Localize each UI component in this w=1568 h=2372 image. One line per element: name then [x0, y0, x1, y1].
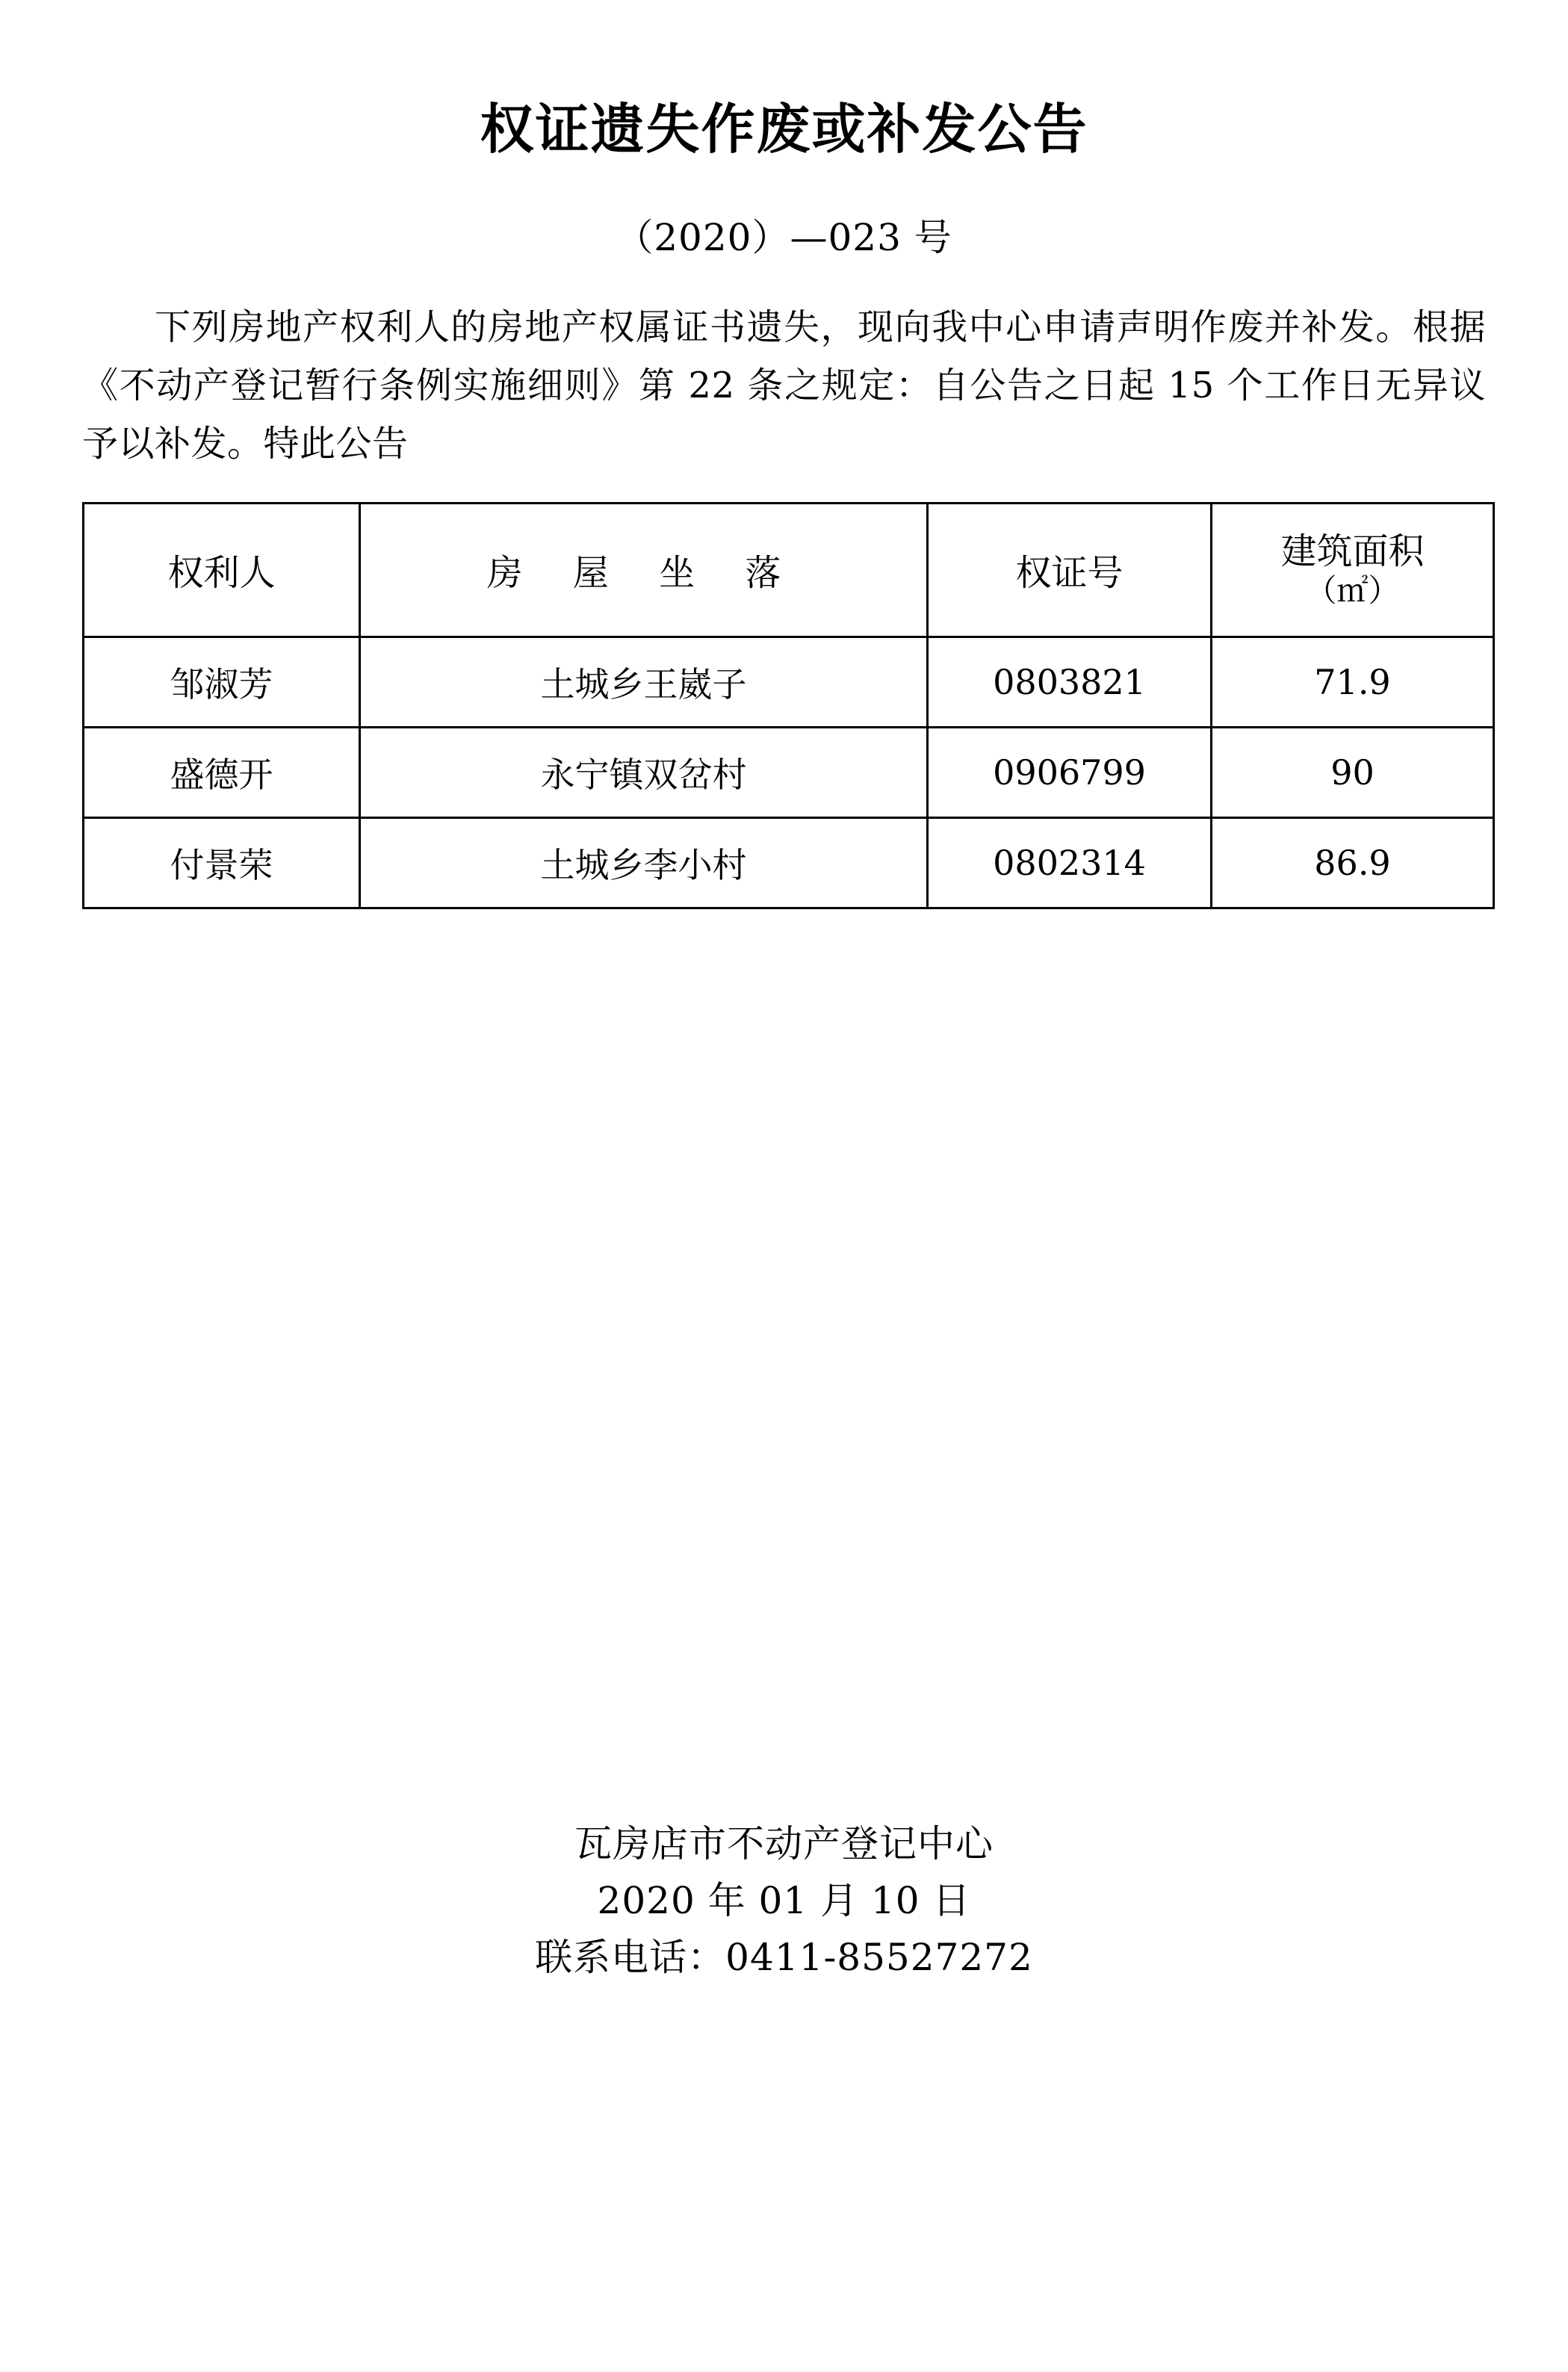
column-header-area-line1: 建筑面积 [1280, 530, 1425, 572]
table-row [84, 637, 1494, 727]
table-row [84, 727, 1494, 817]
cell-location: 土城乡李小村 [360, 817, 928, 908]
page-title: 权证遗失作废或补发公告 [480, 97, 1088, 161]
document-page [0, 97, 1568, 2372]
cell-owner: 付景荣 [84, 817, 360, 908]
announcement-table [82, 502, 1495, 909]
cell-owner: 邹淑芳 [84, 637, 360, 727]
table-header-row [84, 503, 1494, 637]
paragraph-text: 下列房地产权利人的房地产权属证书遗失，现向我中心申请声明作废并补发。根据《不动产登记暂行条例实施细则》第 22 条之规定：自公告之日起 15 个工作日无异议予以补发。特此公告 [82, 306, 1486, 465]
footer-issuer: 瓦房店市不动产登记中心 [574, 1822, 994, 1865]
cell-location: 永宁镇双岔村 [360, 727, 928, 817]
column-header-owner: 权利人 [84, 503, 360, 637]
cell-cert-no: 0906799 [928, 727, 1212, 817]
document-number: （2020）—023 号 [616, 216, 952, 260]
footer-date: 2020 年 01 月 10 日 [597, 1879, 971, 1922]
cell-owner: 盛德开 [84, 727, 360, 817]
footer-phone: 联系电话：0411-85527272 [535, 1936, 1033, 1979]
cell-cert-no: 0803821 [928, 637, 1212, 727]
cell-area: 90 [1212, 727, 1494, 817]
table-row [84, 817, 1494, 908]
cell-area: 86.9 [1212, 817, 1494, 908]
cell-area: 71.9 [1212, 637, 1494, 727]
column-header-cert-no: 权证号 [928, 503, 1212, 637]
announcement-paragraph [82, 299, 1486, 473]
cell-cert-no: 0802314 [928, 817, 1212, 908]
column-header-location: 房 屋 坐 落 [360, 503, 928, 637]
document-footer [0, 1815, 1568, 1986]
cell-location: 土城乡王崴子 [360, 637, 928, 727]
column-header-area [1212, 503, 1494, 637]
column-header-area-line2: （㎡） [1305, 572, 1400, 610]
